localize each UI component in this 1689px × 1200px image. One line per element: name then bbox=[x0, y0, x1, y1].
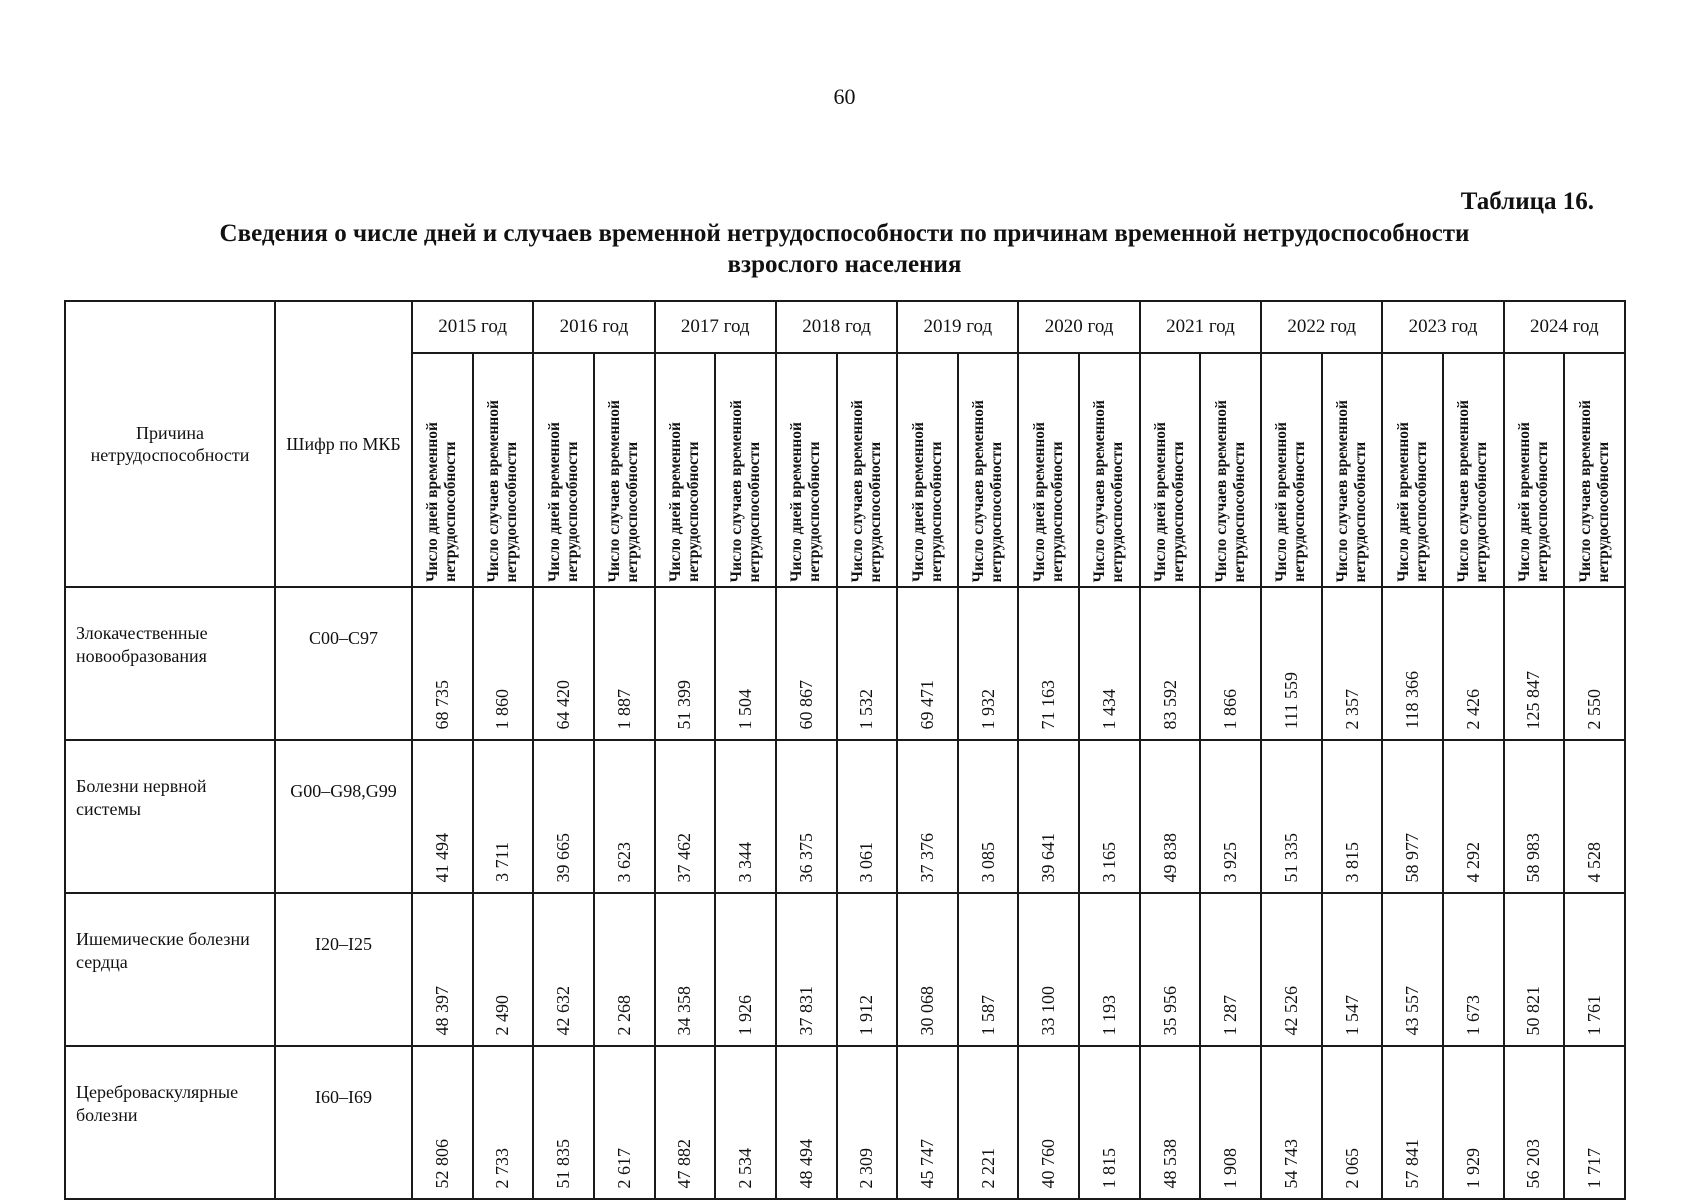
days-value-cell bbox=[1382, 740, 1443, 893]
days-value: 40 760 bbox=[1038, 1138, 1059, 1188]
cases-value: 4 292 bbox=[1462, 841, 1483, 882]
cause-cell: Болезни нервной системы bbox=[65, 740, 275, 893]
days-value: 57 841 bbox=[1402, 1138, 1423, 1188]
days-value-cell bbox=[897, 740, 958, 893]
days-value-cell bbox=[1504, 1046, 1565, 1199]
days-column-header bbox=[1140, 353, 1201, 587]
cases-value: 1 193 bbox=[1098, 994, 1119, 1035]
days-value: 48 494 bbox=[795, 1138, 816, 1188]
year-header: 2023 год bbox=[1382, 301, 1503, 353]
cases-value: 2 268 bbox=[613, 994, 634, 1035]
days-value-cell bbox=[1382, 893, 1443, 1046]
days-header-label: Число дней временной нетрудоспособности bbox=[1394, 422, 1430, 582]
days-value: 33 100 bbox=[1038, 985, 1059, 1035]
cases-value-cell bbox=[1443, 587, 1504, 740]
cases-value-cell bbox=[958, 740, 1019, 893]
cases-header-label: Число случаев временной нетрудоспособности bbox=[484, 399, 520, 582]
days-value-cell bbox=[1504, 893, 1565, 1046]
cases-value-cell bbox=[473, 893, 534, 1046]
days-value: 60 867 bbox=[795, 679, 816, 729]
days-value: 118 366 bbox=[1402, 671, 1423, 729]
cases-value-cell bbox=[837, 740, 898, 893]
days-value: 83 592 bbox=[1159, 679, 1180, 729]
days-value: 58 983 bbox=[1523, 832, 1544, 882]
days-value-cell bbox=[1140, 893, 1201, 1046]
cases-value: 2 550 bbox=[1584, 688, 1605, 729]
days-column-header bbox=[412, 353, 473, 587]
cases-column-header bbox=[715, 353, 776, 587]
cases-value: 2 617 bbox=[613, 1147, 634, 1188]
cases-value: 3 815 bbox=[1341, 841, 1362, 882]
cases-value-cell bbox=[594, 740, 655, 893]
days-value-cell bbox=[655, 587, 716, 740]
days-value: 51 399 bbox=[674, 679, 695, 729]
cases-column-header bbox=[1200, 353, 1261, 587]
cases-value: 1 673 bbox=[1462, 994, 1483, 1035]
cases-value: 3 344 bbox=[735, 841, 756, 882]
table-title-line-2: взрослого населения bbox=[727, 251, 962, 278]
cases-value: 2 426 bbox=[1462, 688, 1483, 729]
cases-value-cell bbox=[1200, 587, 1261, 740]
cases-column-header bbox=[1079, 353, 1140, 587]
cases-value: 1 912 bbox=[856, 994, 877, 1035]
days-value-cell bbox=[776, 740, 837, 893]
days-header-label: Число дней временной нетрудоспособности bbox=[1273, 422, 1309, 582]
days-column-header bbox=[1018, 353, 1079, 587]
days-value: 48 538 bbox=[1159, 1138, 1180, 1188]
cases-value-cell bbox=[715, 1046, 776, 1199]
days-value-cell bbox=[1261, 893, 1322, 1046]
days-value: 47 882 bbox=[674, 1138, 695, 1188]
year-header-row bbox=[65, 301, 1625, 353]
days-value-cell bbox=[655, 893, 716, 1046]
cases-value: 1 926 bbox=[735, 994, 756, 1035]
days-value-cell bbox=[1018, 1046, 1079, 1199]
days-value: 52 806 bbox=[431, 1138, 452, 1188]
cases-value: 1 908 bbox=[1220, 1147, 1241, 1188]
cases-value-cell bbox=[1200, 1046, 1261, 1199]
days-value-cell bbox=[1018, 893, 1079, 1046]
cause-column-header: Причина нетрудоспособности bbox=[65, 301, 275, 587]
cases-value: 2 534 bbox=[735, 1147, 756, 1188]
year-header: 2017 год bbox=[655, 301, 776, 353]
cases-column-header bbox=[1322, 353, 1383, 587]
cases-column-header bbox=[837, 353, 898, 587]
cases-value-cell bbox=[1322, 740, 1383, 893]
cases-value: 1 887 bbox=[613, 688, 634, 729]
cases-value: 1 761 bbox=[1584, 994, 1605, 1035]
cases-value: 1 287 bbox=[1220, 994, 1241, 1035]
cases-value-cell bbox=[473, 1046, 534, 1199]
days-value: 45 747 bbox=[917, 1138, 937, 1188]
cases-header-label: Число случаев временной нетрудоспособности bbox=[606, 399, 642, 582]
days-value-cell bbox=[1261, 740, 1322, 893]
days-header-label: Число дней временной нетрудоспособности bbox=[1030, 422, 1066, 582]
cases-value: 2 221 bbox=[977, 1147, 998, 1188]
table-row bbox=[65, 740, 1625, 893]
cause-cell: Ишемические болезни сердца bbox=[65, 893, 275, 1046]
cases-value-cell bbox=[1564, 1046, 1625, 1199]
days-value: 42 632 bbox=[553, 985, 574, 1035]
cause-cell: Цереброваскулярные болезни bbox=[65, 1046, 275, 1199]
days-value: 51 835 bbox=[553, 1138, 574, 1188]
days-value-cell bbox=[1504, 587, 1565, 740]
days-column-header bbox=[533, 353, 594, 587]
cases-value-cell bbox=[715, 893, 776, 1046]
days-value: 125 847 bbox=[1523, 670, 1544, 729]
cases-value: 1 532 bbox=[856, 688, 877, 729]
cases-value: 1 932 bbox=[977, 688, 998, 729]
days-header-label: Число дней временной нетрудоспособности bbox=[788, 422, 824, 582]
cases-value-cell bbox=[958, 1046, 1019, 1199]
cases-value-cell bbox=[837, 893, 898, 1046]
cases-value: 3 925 bbox=[1220, 841, 1241, 882]
cases-header-label: Число случаев временной нетрудоспособности bbox=[1091, 399, 1127, 582]
days-value: 56 203 bbox=[1523, 1138, 1544, 1188]
days-value-cell bbox=[776, 893, 837, 1046]
days-value: 37 462 bbox=[674, 832, 695, 882]
days-value: 42 526 bbox=[1280, 985, 1301, 1035]
cases-value-cell bbox=[1079, 893, 1140, 1046]
year-header: 2019 год bbox=[897, 301, 1018, 353]
days-value: 39 641 bbox=[1038, 832, 1059, 882]
days-value: 58 977 bbox=[1402, 832, 1423, 882]
cases-value: 4 528 bbox=[1584, 841, 1605, 882]
cases-header-label: Число случаев временной нетрудоспособности bbox=[727, 399, 763, 582]
cases-value-cell bbox=[1443, 1046, 1504, 1199]
days-value: 37 831 bbox=[795, 985, 816, 1035]
days-value-cell bbox=[897, 587, 958, 740]
cases-column-header bbox=[958, 353, 1019, 587]
days-value-cell bbox=[412, 587, 473, 740]
cases-value-cell bbox=[958, 587, 1019, 740]
cases-column-header bbox=[1564, 353, 1625, 587]
days-value-cell bbox=[1140, 740, 1201, 893]
days-value-cell bbox=[655, 740, 716, 893]
days-value-cell bbox=[1382, 1046, 1443, 1199]
cases-value-cell bbox=[837, 587, 898, 740]
table-row bbox=[65, 893, 1625, 1046]
cases-value: 2 357 bbox=[1341, 688, 1362, 729]
icd-code-cell: G00–G98,G99 bbox=[275, 740, 412, 893]
days-header-label: Число дней временной нетрудоспособности bbox=[545, 422, 581, 582]
days-value: 35 956 bbox=[1159, 985, 1180, 1035]
cases-value-cell bbox=[1564, 740, 1625, 893]
cases-value-cell bbox=[594, 893, 655, 1046]
days-column-header bbox=[776, 353, 837, 587]
cases-value: 2 490 bbox=[492, 994, 513, 1035]
cases-value-cell bbox=[1564, 893, 1625, 1046]
cases-header-label: Число случаев временной нетрудоспособности bbox=[1212, 399, 1248, 582]
table-title bbox=[100, 218, 1589, 280]
days-value: 43 557 bbox=[1402, 985, 1423, 1035]
days-value-cell bbox=[1261, 587, 1322, 740]
cases-column-header bbox=[473, 353, 534, 587]
year-header: 2018 год bbox=[776, 301, 897, 353]
page-number: 60 bbox=[833, 84, 856, 109]
year-header: 2022 год bbox=[1261, 301, 1382, 353]
cases-value: 1 860 bbox=[492, 688, 513, 729]
days-value: 37 376 bbox=[917, 832, 937, 882]
cases-header-label: Число случаев временной нетрудоспособности bbox=[848, 399, 884, 582]
days-value: 68 735 bbox=[431, 679, 452, 729]
cases-column-header bbox=[594, 353, 655, 587]
days-value-cell bbox=[897, 893, 958, 1046]
days-value: 64 420 bbox=[553, 679, 574, 729]
days-value: 30 068 bbox=[917, 985, 937, 1035]
cases-value-cell bbox=[1443, 740, 1504, 893]
cases-value: 1 434 bbox=[1098, 688, 1119, 729]
days-value-cell bbox=[533, 587, 594, 740]
cases-value: 3 061 bbox=[856, 841, 877, 882]
cases-value-cell bbox=[1322, 587, 1383, 740]
cases-value-cell bbox=[1079, 740, 1140, 893]
days-value: 71 163 bbox=[1038, 679, 1059, 729]
days-value-cell bbox=[1140, 1046, 1201, 1199]
cases-value-cell bbox=[715, 587, 776, 740]
table-row bbox=[65, 587, 1625, 740]
days-value: 111 559 bbox=[1280, 671, 1301, 729]
days-value-cell bbox=[1382, 587, 1443, 740]
cases-value-cell bbox=[1443, 893, 1504, 1046]
cases-header-label: Число случаев временной нетрудоспособности bbox=[970, 399, 1006, 582]
days-header-label: Число дней временной нетрудоспособности bbox=[1515, 422, 1551, 582]
days-value-cell bbox=[776, 587, 837, 740]
days-value-cell bbox=[1018, 740, 1079, 893]
cases-value: 1 717 bbox=[1584, 1147, 1605, 1188]
cases-value-cell bbox=[1322, 893, 1383, 1046]
cases-value-cell bbox=[1079, 1046, 1140, 1199]
icd-code-cell: I20–I25 bbox=[275, 893, 412, 1046]
days-value-cell bbox=[412, 740, 473, 893]
days-value: 54 743 bbox=[1280, 1138, 1301, 1188]
cases-value: 2 733 bbox=[492, 1147, 513, 1188]
cases-value-cell bbox=[594, 587, 655, 740]
days-value-cell bbox=[655, 1046, 716, 1199]
days-value: 34 358 bbox=[674, 985, 695, 1035]
days-value-cell bbox=[1018, 587, 1079, 740]
days-value: 36 375 bbox=[795, 832, 816, 882]
days-value: 69 471 bbox=[917, 679, 937, 729]
cases-value: 1 866 bbox=[1220, 688, 1241, 729]
days-header-label: Число дней временной нетрудоспособности bbox=[909, 422, 945, 582]
year-header: 2021 год bbox=[1140, 301, 1261, 353]
days-value-cell bbox=[1504, 740, 1565, 893]
cases-value-cell bbox=[594, 1046, 655, 1199]
table-label: Таблица 16. bbox=[1460, 188, 1594, 215]
days-column-header bbox=[1261, 353, 1322, 587]
cases-value: 3 711 bbox=[492, 842, 513, 882]
days-value-cell bbox=[412, 893, 473, 1046]
cases-value: 1 815 bbox=[1098, 1147, 1119, 1188]
cases-value: 3 623 bbox=[613, 841, 634, 882]
icd-code-cell: C00–C97 bbox=[275, 587, 412, 740]
cases-value-cell bbox=[1200, 893, 1261, 1046]
year-header: 2015 год bbox=[412, 301, 533, 353]
cases-value: 3 165 bbox=[1098, 841, 1119, 882]
days-value-cell bbox=[533, 740, 594, 893]
table-title-line-1: Сведения о числе дней и случаев временной нетрудоспособности по причинам временной нетрудоспособности bbox=[219, 220, 1470, 247]
days-column-header bbox=[1382, 353, 1443, 587]
cases-value: 1 929 bbox=[1462, 1147, 1483, 1188]
days-column-header bbox=[897, 353, 958, 587]
days-header-label: Число дней временной нетрудоспособности bbox=[666, 422, 702, 582]
cases-value: 2 065 bbox=[1341, 1147, 1362, 1188]
cases-value-cell bbox=[473, 740, 534, 893]
days-value: 51 335 bbox=[1280, 832, 1301, 882]
cases-value-cell bbox=[473, 587, 534, 740]
cases-value: 1 587 bbox=[977, 994, 998, 1035]
days-value-cell bbox=[412, 1046, 473, 1199]
cases-value: 2 309 bbox=[856, 1147, 877, 1188]
sick-leave-table bbox=[64, 300, 1626, 1200]
days-value-cell bbox=[1140, 587, 1201, 740]
cases-value-cell bbox=[837, 1046, 898, 1199]
days-column-header bbox=[1504, 353, 1565, 587]
code-column-header: Шифр по МКБ bbox=[275, 301, 412, 587]
cases-value: 1 504 bbox=[735, 688, 756, 729]
cases-value-cell bbox=[1200, 740, 1261, 893]
cases-value-cell bbox=[1564, 587, 1625, 740]
cases-header-label: Число случаев временной нетрудоспособности bbox=[1455, 399, 1491, 582]
days-header-label: Число дней временной нетрудоспособности bbox=[424, 422, 460, 582]
cases-value: 3 085 bbox=[977, 841, 998, 882]
days-value: 39 665 bbox=[553, 832, 574, 882]
year-header: 2016 год bbox=[533, 301, 654, 353]
days-column-header bbox=[655, 353, 716, 587]
cases-value-cell bbox=[715, 740, 776, 893]
cause-cell: Злокачественные новообразования bbox=[65, 587, 275, 740]
cases-value-cell bbox=[958, 893, 1019, 1046]
year-header: 2024 год bbox=[1504, 301, 1625, 353]
table-row bbox=[65, 1046, 1625, 1199]
days-value-cell bbox=[533, 893, 594, 1046]
cases-column-header bbox=[1443, 353, 1504, 587]
days-value: 49 838 bbox=[1159, 832, 1180, 882]
year-header: 2020 год bbox=[1018, 301, 1139, 353]
days-value-cell bbox=[776, 1046, 837, 1199]
cases-value-cell bbox=[1322, 1046, 1383, 1199]
cases-value-cell bbox=[1079, 587, 1140, 740]
cases-value: 1 547 bbox=[1341, 994, 1362, 1035]
days-value: 41 494 bbox=[431, 832, 452, 882]
days-value: 50 821 bbox=[1523, 985, 1544, 1035]
cases-header-label: Число случаев временной нетрудоспособности bbox=[1576, 399, 1612, 582]
days-value-cell bbox=[1261, 1046, 1322, 1199]
days-value-cell bbox=[897, 1046, 958, 1199]
cases-header-label: Число случаев временной нетрудоспособности bbox=[1334, 399, 1370, 582]
days-value: 48 397 bbox=[431, 985, 452, 1035]
days-value-cell bbox=[533, 1046, 594, 1199]
days-header-label: Число дней временной нетрудоспособности bbox=[1152, 422, 1188, 582]
icd-code-cell: I60–I69 bbox=[275, 1046, 412, 1199]
